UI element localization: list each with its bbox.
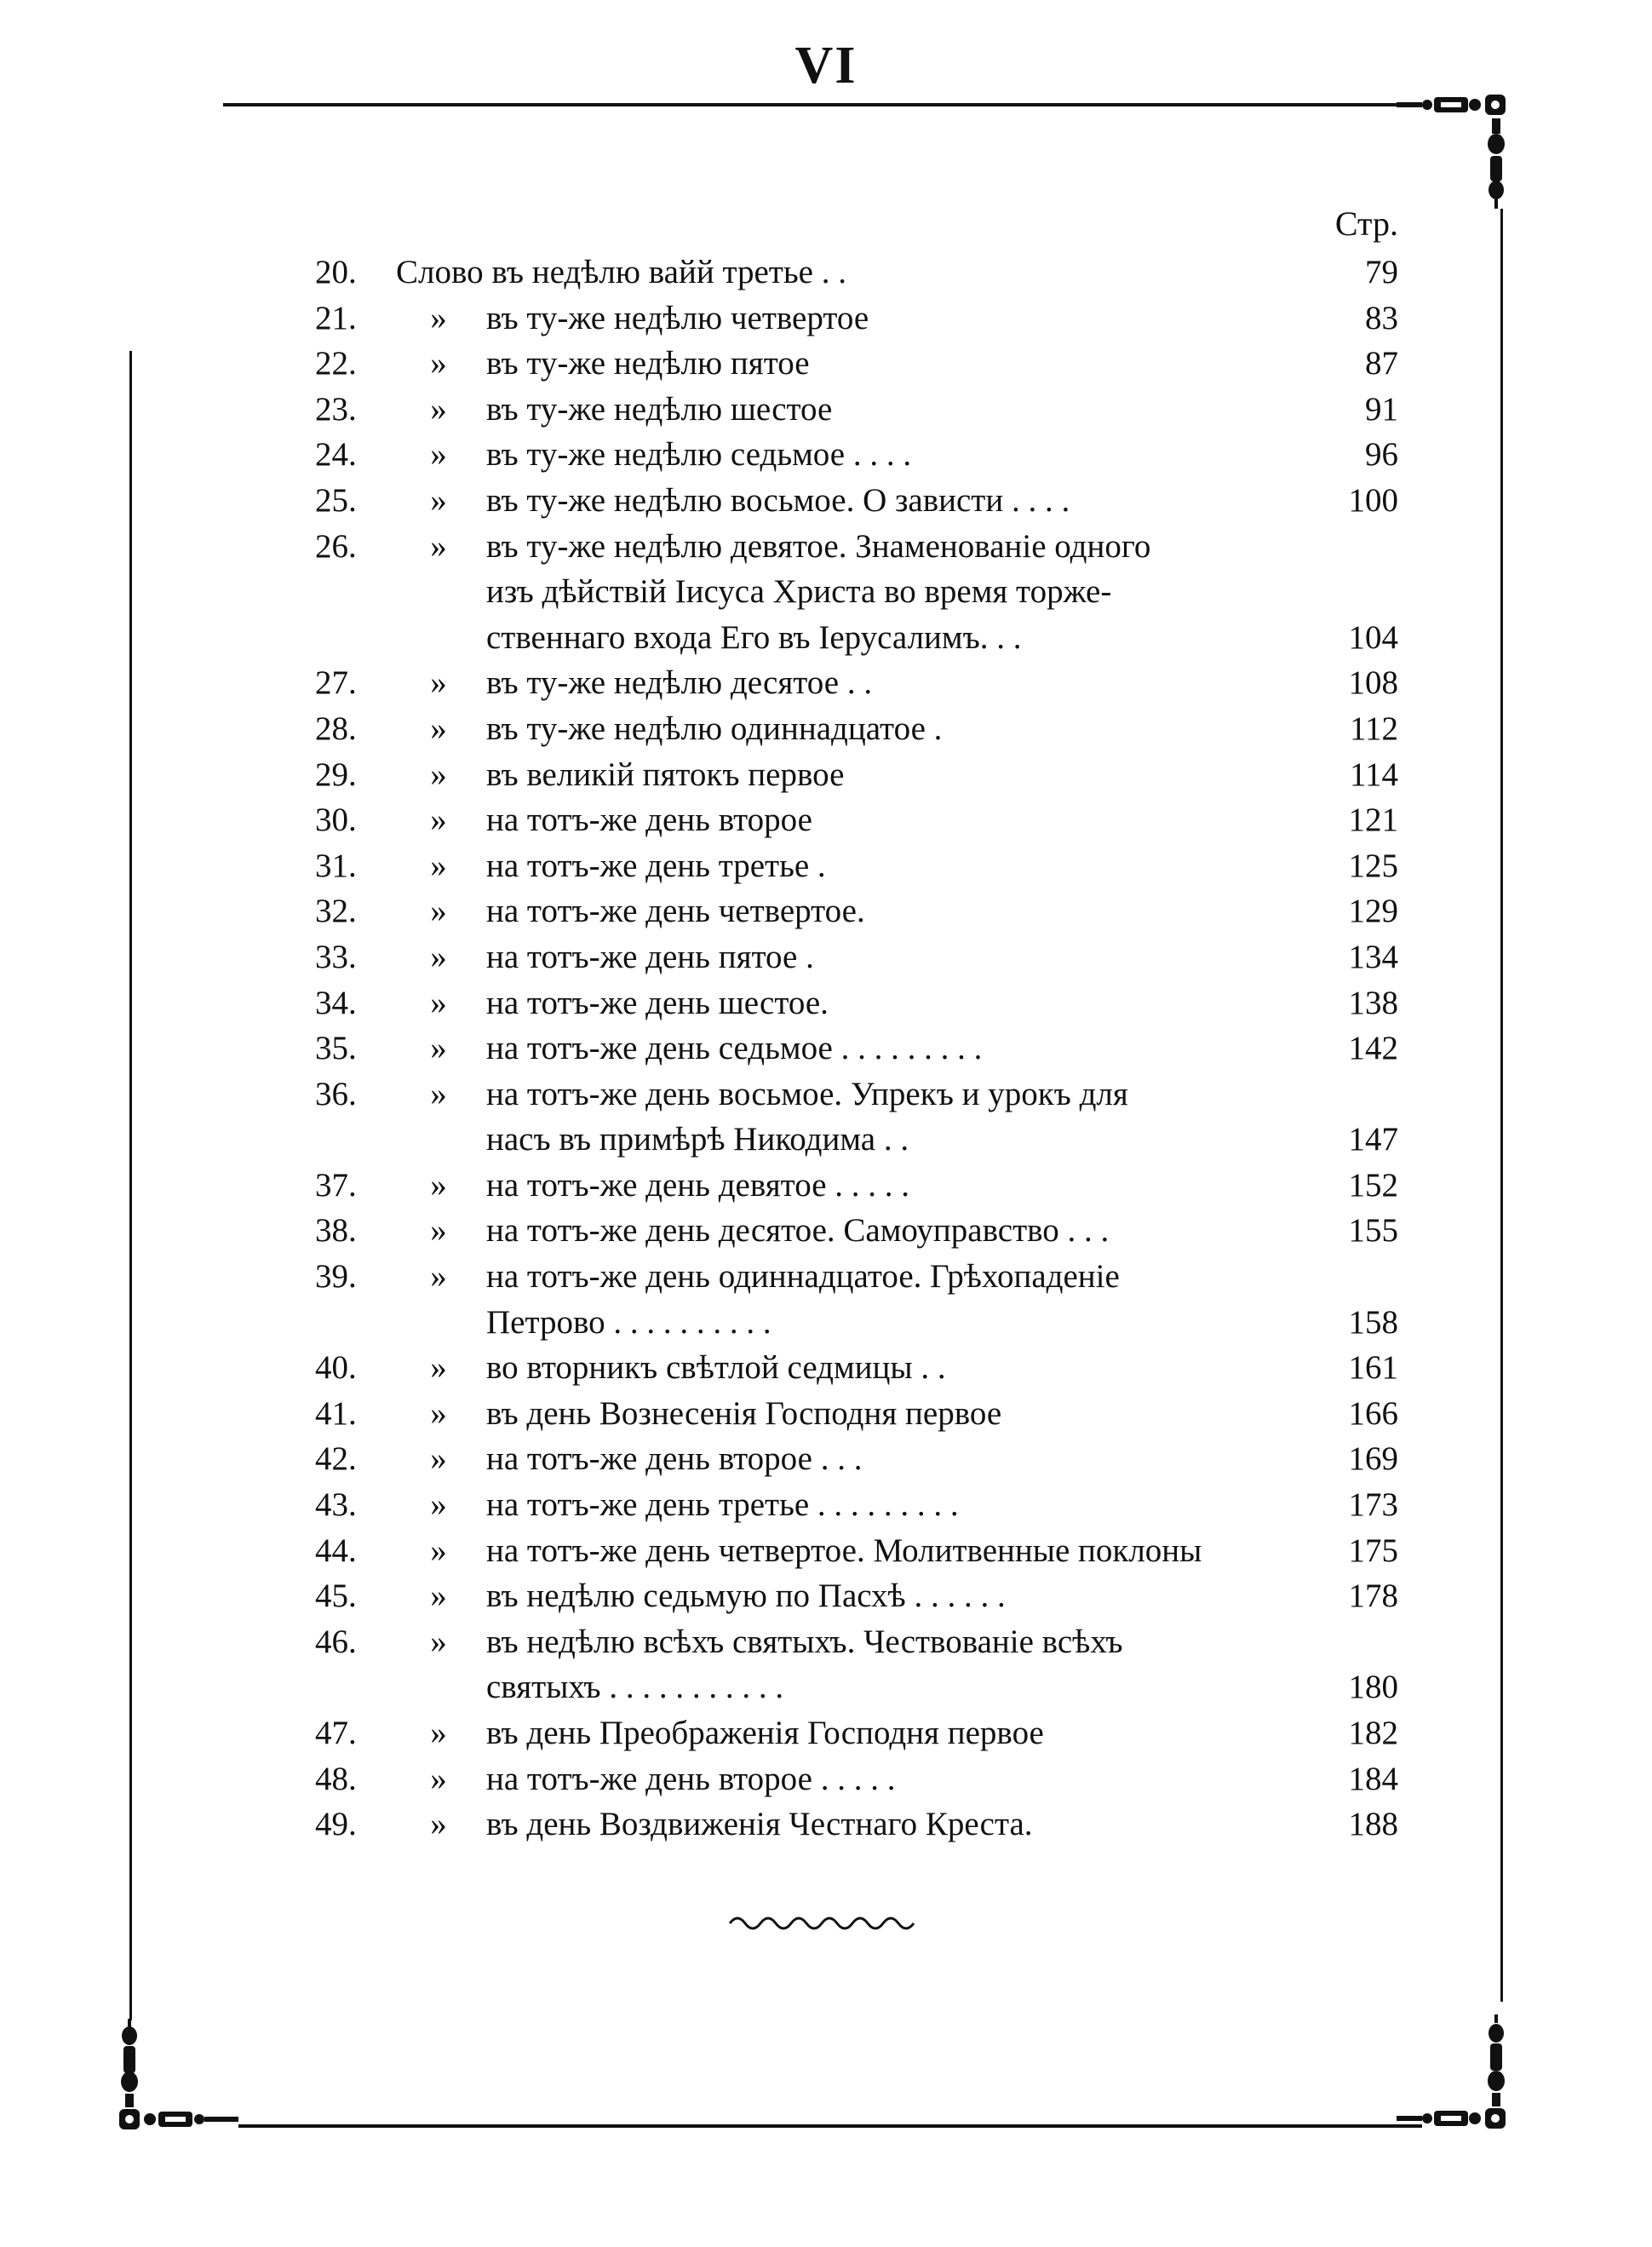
ditto-mark: »: [430, 710, 447, 747]
entry-page: 180: [1348, 1669, 1398, 1706]
entry-number: 37.: [315, 1166, 357, 1204]
entry-page: 175: [1348, 1532, 1398, 1569]
entry-title: въ ту-же недѣлю одиннадцатое .: [486, 710, 943, 747]
ditto-mark: »: [430, 481, 447, 519]
ditto-mark: »: [430, 664, 447, 702]
toc-entry: [315, 706, 1414, 752]
ditto-mark: »: [430, 1349, 447, 1387]
toc-entry: [315, 1756, 1414, 1802]
entry-number: 21.: [315, 299, 357, 336]
toc-entry: [315, 660, 1414, 706]
entry-title: въ ту-же недѣлю шестое: [486, 390, 833, 428]
ditto-mark: »: [430, 1166, 447, 1204]
toc-entry: [315, 296, 1414, 342]
entry-title: въ недѣлю седьмую по Пасхѣ . . . . . .: [486, 1577, 1006, 1615]
entry-title: въ ту-же недѣлю девятое. Знаменованіе одного: [486, 527, 1151, 565]
toc-entry: [315, 341, 1414, 387]
page-column-label: Стр.: [1334, 204, 1398, 243]
entry-page: [1296, 524, 1414, 570]
entry-title: на тотъ-же день четвертое. Молитвенные поклоны: [486, 1532, 1202, 1569]
toc-entry: [315, 1802, 1414, 1848]
entry-page: 178: [1348, 1577, 1398, 1615]
entry-page: 114: [1349, 756, 1398, 793]
entry-number: 29.: [315, 756, 357, 793]
entry-number: 45.: [315, 1577, 357, 1615]
entry-number: 32.: [315, 893, 357, 930]
toc-entry: [315, 1345, 1414, 1391]
entry-number: 30.: [315, 802, 357, 839]
top-right-ornament-icon: [1397, 89, 1516, 209]
ditto-mark: »: [430, 938, 447, 975]
entry-number: 40.: [315, 1349, 357, 1387]
ditto-mark: »: [430, 1806, 447, 1843]
ditto-mark: »: [430, 893, 447, 930]
toc-entry: [315, 524, 1414, 570]
toc-entry: [315, 1163, 1414, 1209]
toc-entry: [315, 843, 1414, 889]
ditto-mark: »: [430, 847, 447, 884]
entry-number: 26.: [315, 527, 357, 565]
entry-number: 20.: [315, 254, 357, 290]
entry-title: въ ту-же недѣлю десятое . .: [486, 664, 873, 702]
entry-title: въ день Преображенія Господня первое: [486, 1715, 1044, 1751]
ditto-mark: [396, 615, 481, 661]
entry-title: на тотъ-же день пятое .: [486, 938, 814, 975]
entry-title: на тотъ-же день второе: [486, 802, 812, 839]
entry-title: на тотъ-же день седьмое . . . . . . . . .: [486, 1030, 983, 1067]
table-of-contents: [315, 204, 1414, 1848]
entry-title: на тотъ-же день девятое . . . . .: [486, 1166, 910, 1204]
entry-number: [315, 615, 396, 661]
entry-title: на тотъ-же день десятое. Самоуправство . . .: [486, 1212, 1110, 1250]
entry-page: 87: [1365, 345, 1398, 382]
toc-entry: [315, 1026, 1414, 1072]
entry-title: Слово въ недѣлю вайй третье . .: [396, 254, 846, 290]
entry-page: 161: [1348, 1349, 1398, 1387]
right-frame-rule: [1500, 209, 1503, 2002]
ditto-mark: »: [430, 756, 447, 793]
entry-number: 36.: [315, 1075, 357, 1112]
entry-number: 42.: [315, 1440, 357, 1478]
entry-number: 44.: [315, 1532, 357, 1569]
entry-page: 112: [1349, 710, 1398, 747]
entry-number: 27.: [315, 664, 357, 702]
entry-number: 23.: [315, 390, 357, 428]
entry-title: на тотъ-же день третье .: [486, 847, 826, 884]
toc-entry: [315, 752, 1414, 798]
ditto-mark: »: [430, 1212, 447, 1250]
entry-page: 129: [1348, 893, 1398, 930]
entry-title: на тотъ-же день третье . . . . . . . . .: [486, 1486, 959, 1524]
entry-title: въ великій пятокъ первое: [486, 756, 845, 793]
entry-page: 147: [1348, 1121, 1398, 1158]
entry-number: 48.: [315, 1760, 357, 1797]
toc-entry: [315, 888, 1414, 934]
entry-page: 158: [1348, 1303, 1398, 1341]
entry-title: насъ въ примѣрѣ Никодима . .: [486, 1121, 909, 1158]
page-number: VI: [794, 37, 858, 95]
ditto-mark: »: [430, 1440, 447, 1478]
entry-number: [315, 1300, 396, 1346]
toc-entry: [315, 1436, 1414, 1482]
entry-title: на тотъ-же день второе . . .: [486, 1440, 863, 1478]
entry-number: 22.: [315, 345, 357, 382]
entry-page: [1296, 1072, 1414, 1118]
toc-entry: [315, 1573, 1414, 1619]
entry-page: 104: [1348, 618, 1398, 656]
entry-page: 108: [1348, 664, 1398, 702]
bottom-frame-rule: [238, 2124, 1422, 2128]
left-frame-rule: [129, 351, 132, 2020]
ditto-mark: »: [430, 1486, 447, 1524]
entry-title: въ день Вознесенія Господня первое: [486, 1394, 1002, 1432]
ditto-mark: [396, 1300, 481, 1346]
ditto-mark: »: [430, 802, 447, 839]
entry-page: 184: [1348, 1760, 1398, 1797]
toc-entry: [315, 980, 1414, 1026]
toc-entry-continuation: [315, 1300, 1414, 1346]
bottom-right-ornament-icon: [1397, 2014, 1516, 2138]
entry-page: 91: [1365, 390, 1398, 428]
ditto-mark: »: [430, 345, 447, 382]
entry-page: 166: [1348, 1394, 1398, 1432]
ditto-mark: »: [430, 1030, 447, 1067]
entry-title: изъ дѣйствій Іисуса Христа во время торже-: [486, 573, 1112, 611]
entry-page: 182: [1348, 1715, 1398, 1751]
toc-entry: [315, 1391, 1414, 1437]
entry-page: 173: [1348, 1486, 1398, 1524]
entry-number: 39.: [315, 1258, 357, 1296]
ditto-mark: [396, 1664, 481, 1710]
entry-page: 138: [1348, 984, 1398, 1021]
entry-title: въ недѣлю всѣхъ святыхъ. Чествованіе всѣхъ: [486, 1623, 1123, 1660]
ditto-mark: »: [430, 436, 447, 474]
entry-title: въ ту-же недѣлю пятое: [486, 345, 810, 382]
ditto-mark: »: [430, 1623, 447, 1660]
ditto-mark: »: [430, 390, 447, 428]
toc-entry: [315, 1528, 1414, 1574]
toc-entry: [315, 1254, 1414, 1300]
ditto-mark: »: [430, 1258, 447, 1296]
entry-page: [1296, 1619, 1414, 1665]
toc-entry: [315, 934, 1414, 980]
entry-page: [1296, 1254, 1414, 1300]
entry-number: 41.: [315, 1394, 357, 1432]
entry-page: 142: [1348, 1030, 1398, 1067]
ditto-mark: »: [430, 984, 447, 1021]
entry-page: 155: [1348, 1212, 1398, 1250]
entry-number: 46.: [315, 1623, 357, 1660]
entry-title: на тотъ-же день шестое.: [486, 984, 829, 1021]
toc-entry: [315, 387, 1414, 433]
toc-entry-continuation: [315, 1117, 1414, 1163]
entry-number: 33.: [315, 938, 357, 975]
entry-number: 47.: [315, 1715, 357, 1751]
entry-title: въ ту-же недѣлю восьмое. О зависти . . . .: [486, 481, 1070, 519]
ditto-mark: »: [430, 299, 447, 336]
entry-number: [315, 569, 396, 615]
entry-page: 188: [1348, 1806, 1398, 1843]
ditto-mark: »: [430, 1760, 447, 1797]
ditto-mark: [396, 569, 481, 615]
ditto-mark: »: [430, 1532, 447, 1569]
entry-title: во вторникъ свѣтлой седмицы . .: [486, 1349, 946, 1387]
entry-title: въ день Воздвиженія Честнаго Креста.: [486, 1806, 1033, 1843]
ditto-mark: »: [430, 1394, 447, 1432]
entry-number: [315, 1664, 396, 1710]
ditto-mark: »: [430, 1577, 447, 1615]
toc-entry-continuation: [315, 1664, 1414, 1710]
entry-title: Петрово . . . . . . . . . .: [486, 1303, 772, 1341]
toc-entry: [315, 1208, 1414, 1254]
entry-title: въ ту-же недѣлю четвертое: [486, 299, 869, 336]
entry-title: въ ту-же недѣлю седьмое . . . .: [486, 436, 912, 474]
top-frame-rule: [223, 103, 1420, 106]
entry-number: 35.: [315, 1030, 357, 1067]
ditto-mark: [396, 1117, 481, 1163]
entry-title: на тотъ-же день восьмое. Упрекъ и урокъ для: [486, 1075, 1128, 1112]
entry-number: 38.: [315, 1212, 357, 1250]
entry-title: ственнаго входа Его въ Іерусалимъ. . .: [486, 618, 1022, 656]
bottom-left-ornament-icon: [118, 2019, 245, 2138]
closing-tilde-ornament-icon: [728, 1911, 915, 1936]
toc-entry: [315, 797, 1414, 843]
toc-entries: [315, 250, 1414, 1848]
ditto-mark: »: [430, 1075, 447, 1112]
entry-page: 100: [1348, 481, 1398, 519]
entry-number: 31.: [315, 847, 357, 884]
toc-entry: [315, 1482, 1414, 1528]
toc-entry: [315, 1710, 1414, 1756]
entry-number: 24.: [315, 436, 357, 474]
toc-entry: [315, 250, 1414, 296]
entry-title: на тотъ-же день четвертое.: [486, 893, 865, 930]
toc-entry-continuation: [315, 615, 1414, 661]
entry-page: 152: [1348, 1166, 1398, 1204]
entry-number: 49.: [315, 1806, 357, 1843]
entry-page: 79: [1365, 254, 1398, 290]
entry-page: 96: [1365, 436, 1398, 474]
entry-number: 34.: [315, 984, 357, 1021]
entry-page: 134: [1348, 938, 1398, 975]
toc-entry: [315, 432, 1414, 478]
entry-page: 125: [1348, 847, 1398, 884]
entry-page: 169: [1348, 1440, 1398, 1478]
entry-number: [315, 1117, 396, 1163]
ditto-mark: »: [430, 527, 447, 565]
toc-entry: [315, 1619, 1414, 1665]
toc-entry: [315, 1072, 1414, 1118]
entry-page: 83: [1365, 299, 1398, 336]
entry-page: 121: [1348, 802, 1398, 839]
entry-title: на тотъ-же день второе . . . . .: [486, 1760, 896, 1797]
entry-title: святыхъ . . . . . . . . . . .: [486, 1669, 784, 1706]
entry-number: 43.: [315, 1486, 357, 1524]
entry-number: 28.: [315, 710, 357, 747]
entry-page: [1296, 569, 1414, 615]
entry-title: на тотъ-же день одиннадцатое. Грѣхопаденіе: [486, 1258, 1120, 1296]
toc-entry-continuation: [315, 569, 1414, 615]
toc-entry: [315, 478, 1414, 524]
entry-number: 25.: [315, 481, 357, 519]
ditto-mark: »: [430, 1715, 447, 1751]
